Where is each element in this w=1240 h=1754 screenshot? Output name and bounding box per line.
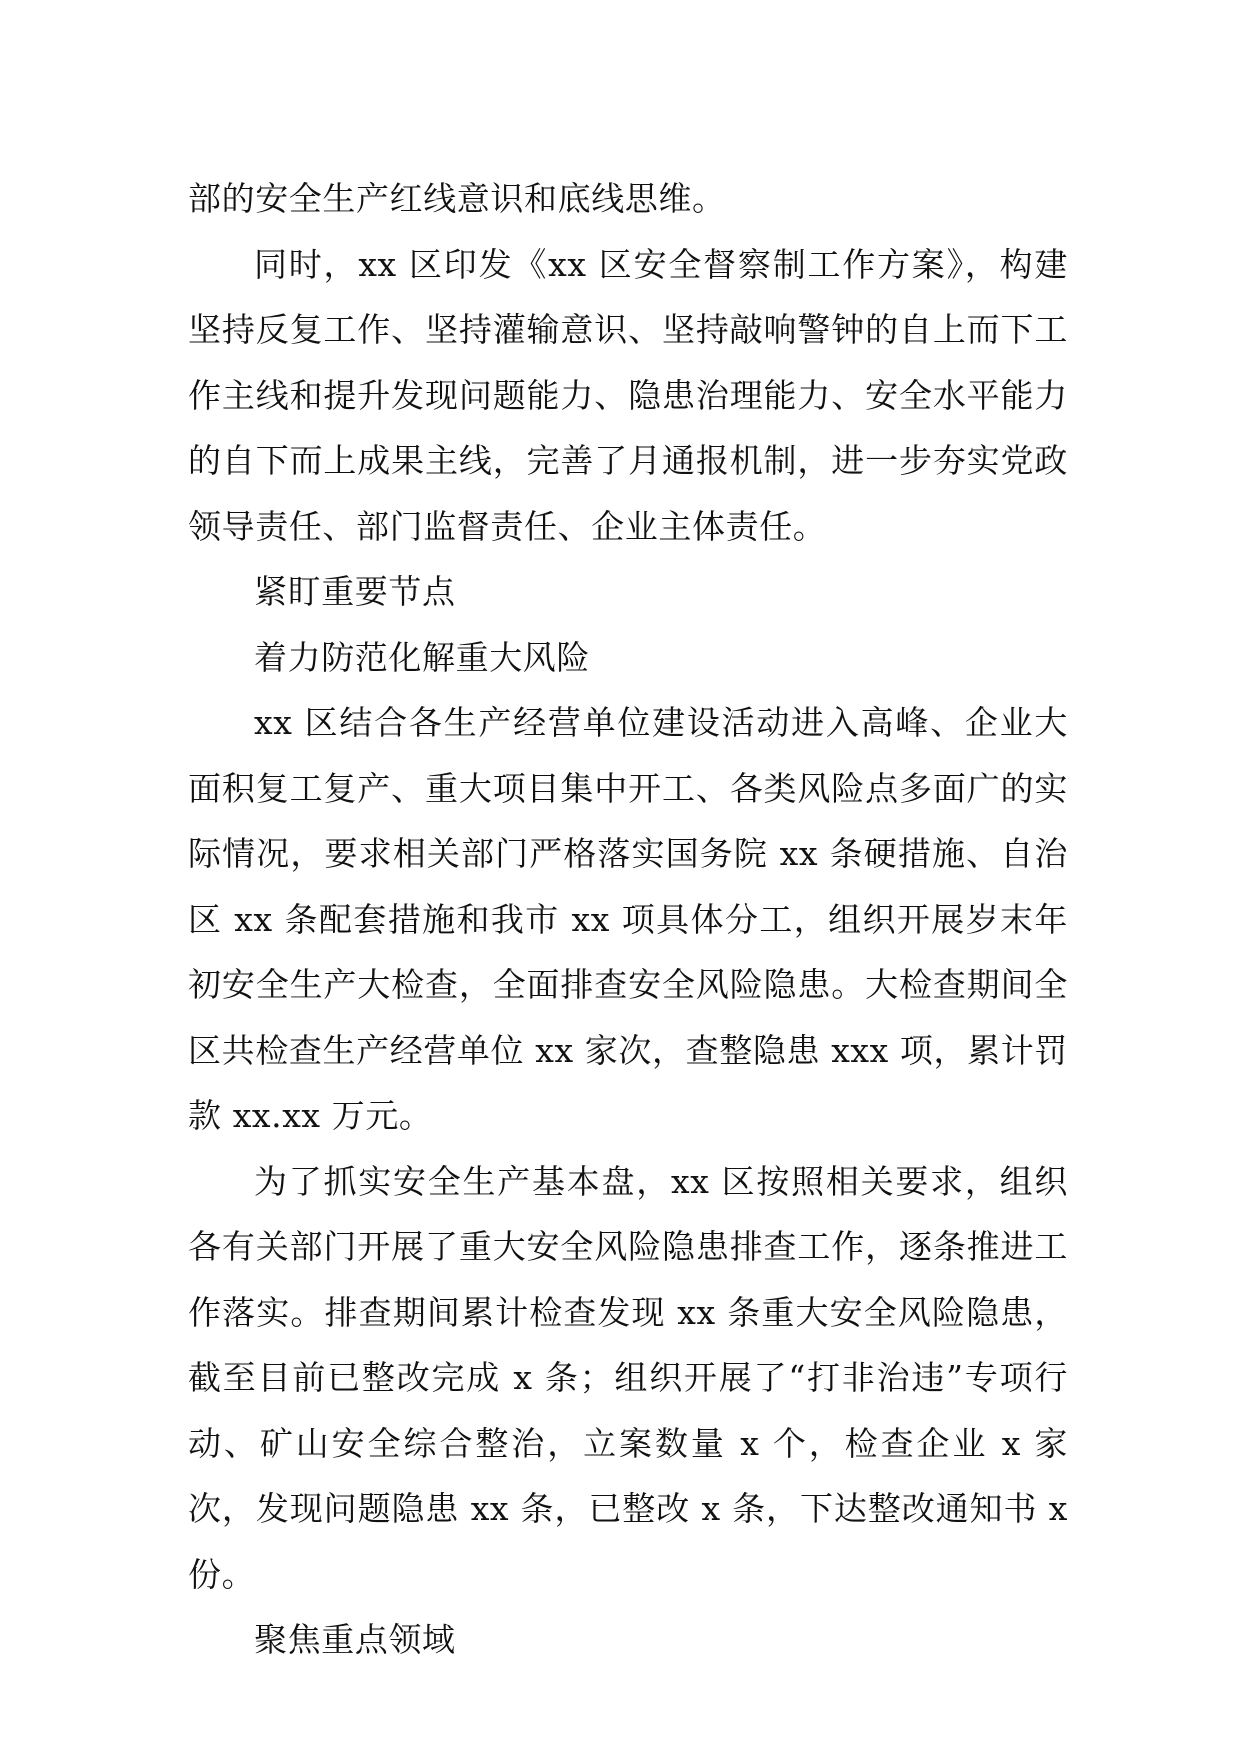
section-heading-major-risks: 着力防范化解重大风险	[254, 637, 590, 677]
section-heading-key-nodes: 紧盯重要节点	[254, 572, 456, 611]
document-body	[188, 166, 1068, 1673]
paragraph-supervision-plan: 同时，xx 区印发《xx 区安全督察制工作方案》，构建坚持反复工作、坚持灌输意识、坚持敲响警钟的自上而下工作主线和提升发现问题能力、隐患治理能力、安全水平能力的自下而上成果主线，完善了月通报机制，进一步夯实党政领导责任、部门监督责任、企业主体责任。	[188, 244, 1068, 546]
paragraph-continuation: 部的安全生产红线意识和底线思维。	[188, 179, 726, 218]
paragraph-hazard-investigation: 为了抓实安全生产基本盘，xx 区按照相关要求，组织各有关部门开展了重大安全风险隐患排查工作，逐条推进工作落实。排查期间累计检查发现 xx 条重大安全风险隐患，截至目前已整改完成 x 条；组织开展了“打非治违”专项行动、矿山安全综合整治，立案数量 x 个，检查企业 x 家次，发现问题隐患 xx 条，已整改 x 条，下达整改通知书 x 份。	[188, 1161, 1068, 1594]
section-heading-key-areas: 聚焦重点领域	[254, 1620, 456, 1659]
paragraph-safety-inspection: xx 区结合各生产经营单位建设活动进入高峰、企业大面积复工复产、重大项目集中开工、各类风险点多面广的实际情况，要求相关部门严格落实国务院 xx 条硬措施、自治区 xx 条配套措施和我市 xx 项具体分工，组织开展岁末年初安全生产大检查，全面排查安全风险隐患。大检查期间全区共检查生产经营单位 xx 家次，查整隐患 xxx 项，累计罚款 xx.xx 万元。	[188, 703, 1068, 1135]
